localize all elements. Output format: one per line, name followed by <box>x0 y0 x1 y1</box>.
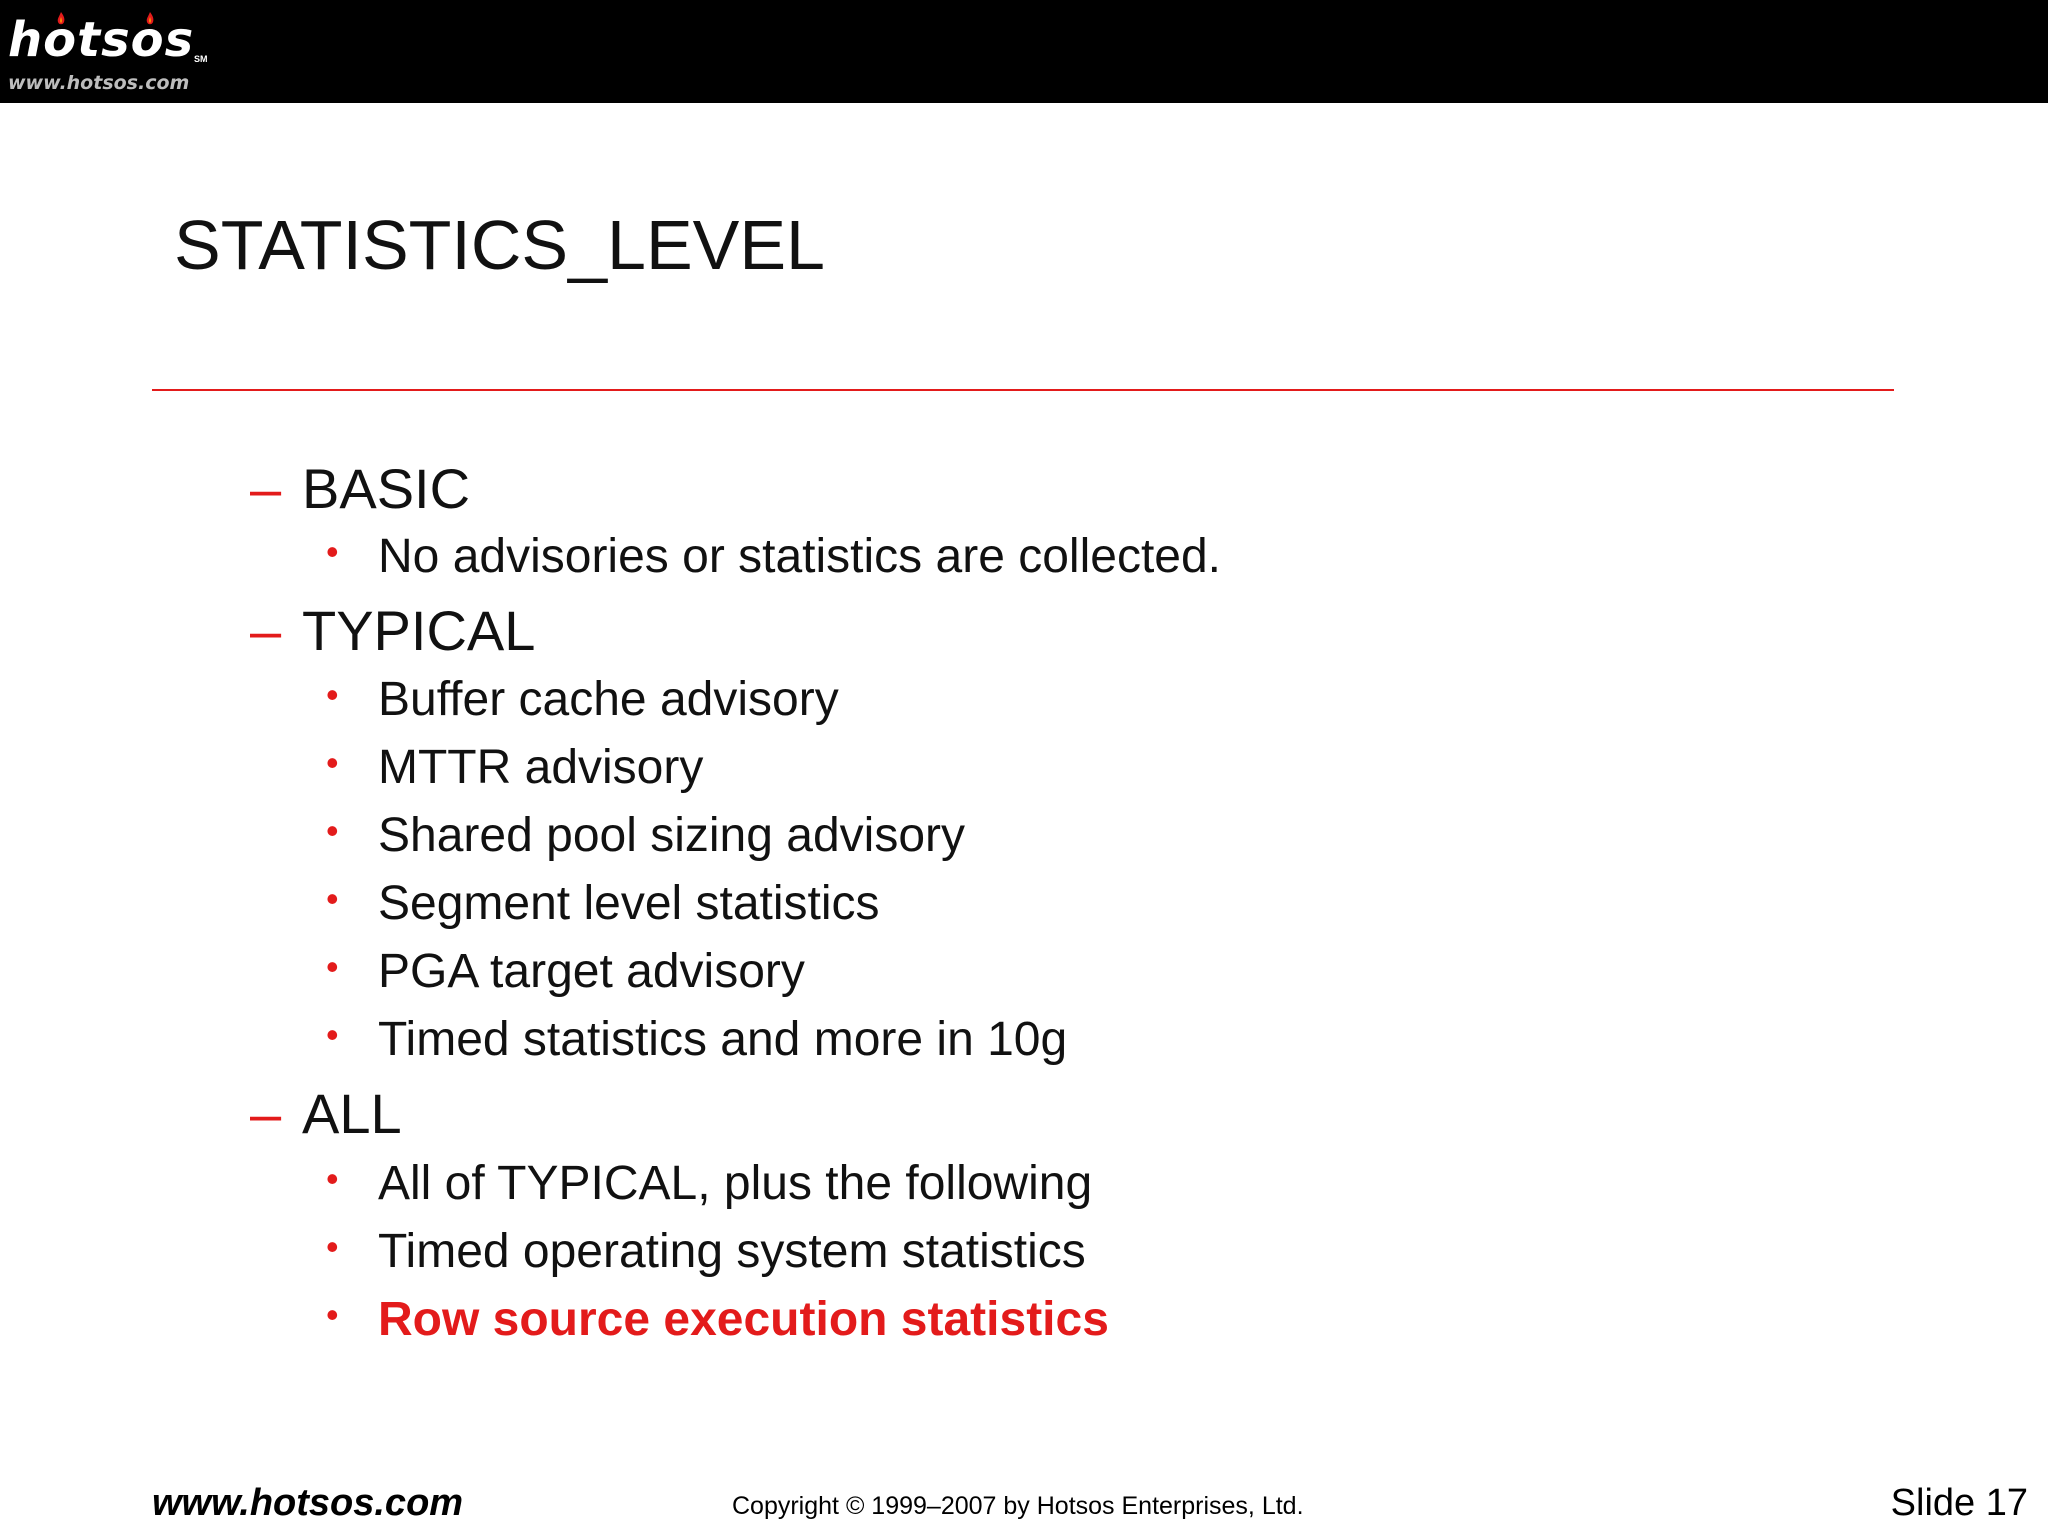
bullet-icon: • <box>326 946 339 987</box>
dash-icon: – <box>250 599 282 662</box>
level-label: BASIC <box>302 457 471 520</box>
list-item-text: No advisories or statistics are collected. <box>378 530 1221 583</box>
list-item-text: Shared pool sizing advisory <box>378 809 965 862</box>
list-item <box>326 1157 1093 1210</box>
logo-wordmark: hotsos <box>8 12 195 68</box>
level-label: TYPICAL <box>302 599 536 662</box>
bullet-icon: • <box>326 531 339 572</box>
bullet-icon: • <box>326 742 339 783</box>
list-item <box>326 809 965 862</box>
level-item-all <box>250 1082 402 1145</box>
list-item <box>326 530 1221 583</box>
list-item-text: All of TYPICAL, plus the following <box>378 1157 1093 1210</box>
logo-url: www.hotsos.com <box>8 72 190 94</box>
slide-number: Slide 17 <box>1890 1482 2028 1524</box>
footer-copyright: Copyright © 1999–2007 by Hotsos Enterprises, Ltd. <box>732 1492 1304 1520</box>
bullet-icon: • <box>326 1294 339 1335</box>
list-item-text: Row source execution statistics <box>378 1293 1109 1346</box>
bullet-icon: • <box>326 674 339 715</box>
list-item <box>326 877 880 930</box>
list-item-text: Timed operating system statistics <box>378 1225 1086 1278</box>
list-item-text: Segment level statistics <box>378 877 880 930</box>
list-item <box>326 945 805 998</box>
list-item-text: Buffer cache advisory <box>378 673 839 726</box>
logo-service-mark: SM <box>194 54 208 64</box>
list-item <box>326 673 839 726</box>
bullet-icon: • <box>326 1014 339 1055</box>
level-item-typical <box>250 599 536 662</box>
footer-url: www.hotsos.com <box>152 1482 464 1524</box>
list-item-highlighted <box>326 1293 1109 1346</box>
dash-icon: – <box>250 457 282 520</box>
dash-icon: – <box>250 1082 282 1145</box>
bullet-icon: • <box>326 1226 339 1267</box>
list-item-text: Timed statistics and more in 10g <box>378 1013 1068 1066</box>
list-item-text: MTTR advisory <box>378 741 704 794</box>
bullet-icon: • <box>326 878 339 919</box>
slide-title: STATISTICS_LEVEL <box>174 206 825 284</box>
bullet-icon: • <box>326 1158 339 1199</box>
list-item-text: PGA target advisory <box>378 945 805 998</box>
list-item <box>326 1013 1068 1066</box>
level-item-basic <box>250 457 471 520</box>
list-item <box>326 741 704 794</box>
bullet-icon: • <box>326 810 339 851</box>
list-item <box>326 1225 1086 1278</box>
level-label: ALL <box>302 1082 402 1145</box>
